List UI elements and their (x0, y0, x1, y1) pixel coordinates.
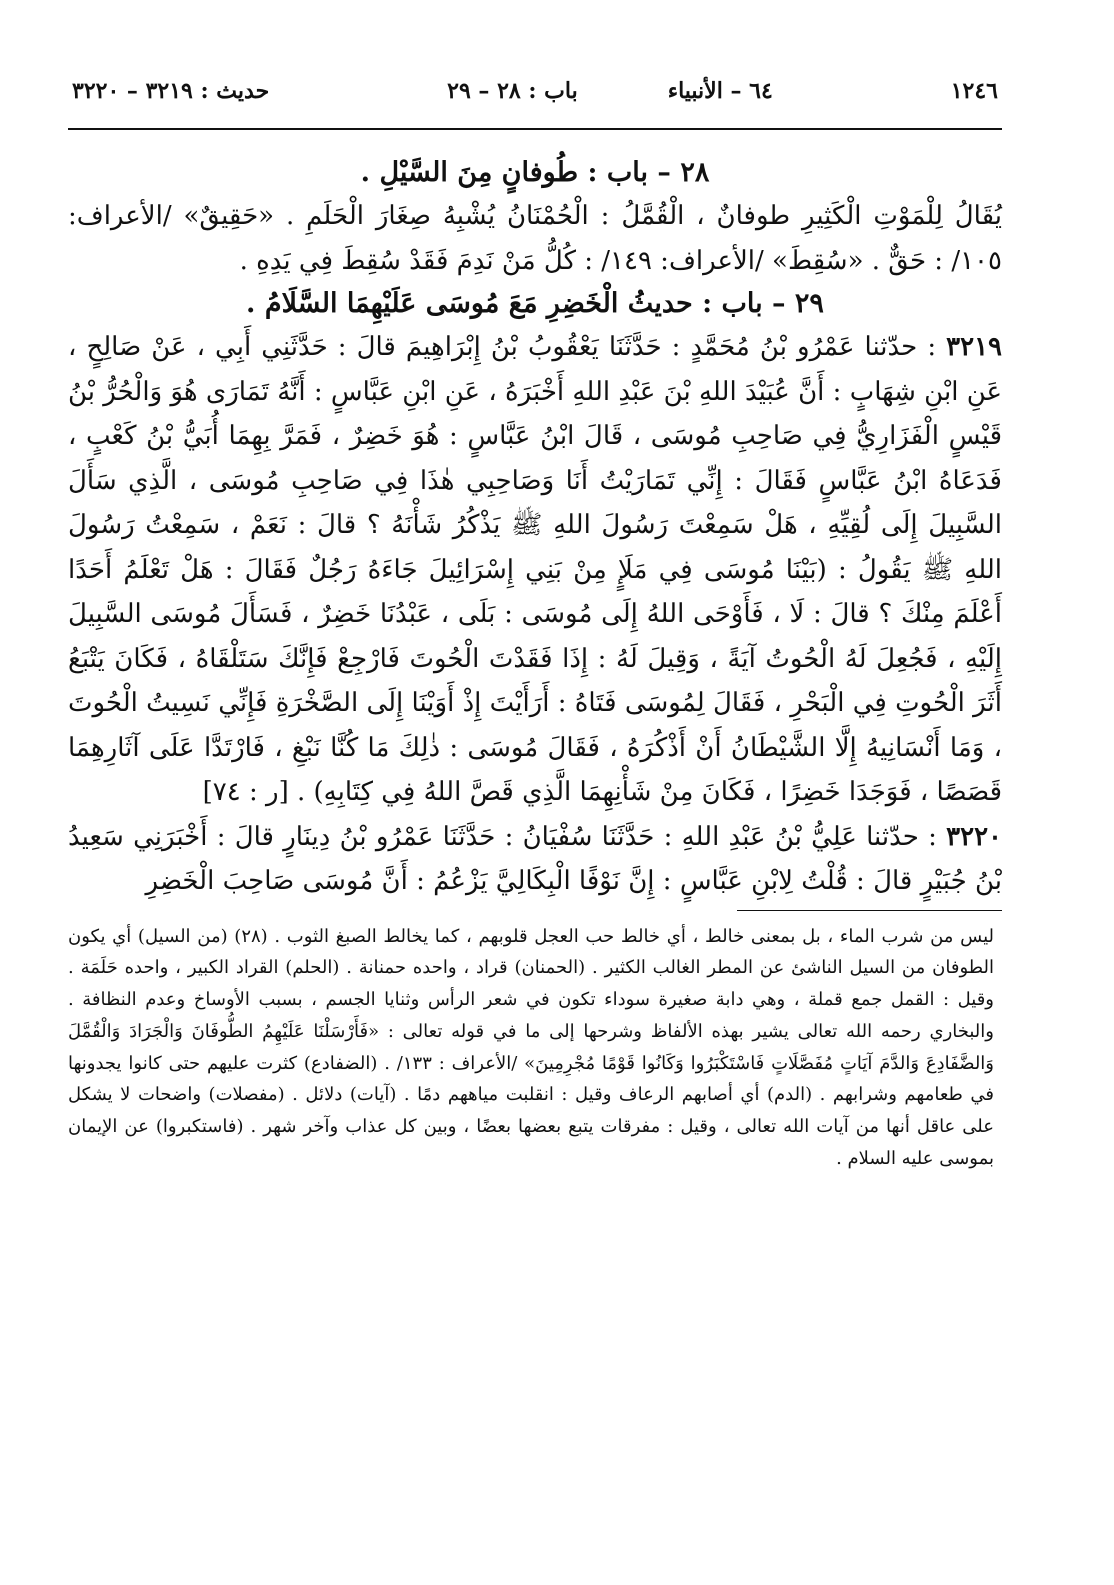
hadith-3219-number: ٣٢١٩ (946, 332, 1003, 362)
book-name: ٦٤ – الأنبياء (667, 78, 773, 104)
hadith-range: حديث : ٣٢١٩ – ٣٢٢٠ (72, 78, 270, 104)
running-head-center (269, 78, 951, 104)
footnotes: ليس من شرب الماء ، بل بمعنى خالط ، أي خالط حب العجل قلوبهم ، كما يخالط الصبغ الثوب . (٢٨) (من السيل) أي يكون الطوفان من السيل الناشئ عن المطر الغالب الكثير . (الحمنان) قراد ، واحده حمنانة . (الحلم) القراد الكبير ، واحده حَلَمَة . وقيل : القمل جمع قملة ، وهي دابة صغيرة سوداء تكون في شعر الرأس وثنايا الجسم ، بسبب الأوساخ وعدم النظافة . والبخاري رحمه الله تعالى يشير بهذه الألفاظ وشرحها إلى ما في قوله تعالى : «فَأَرْسَلْنَا عَلَيْهِمُ الطُّوفَانَ وَالْجَرَادَ وَالْقُمَّلَ وَالضَّفَادِعَ وَالدَّمَ آيَاتٍ مُفَصَّلَاتٍ فَاسْتَكْبَرُوا وَكَانُوا قَوْمًا مُجْرِمِينَ» /الأعراف : ١٣٣/ . (الضفادع) كثرت عليهم حتى كانوا يجدونها في طعامهم وشرابهم . (الدم) أي أصابهم الرعاف وقيل : انقلبت مياههم دمًا . (آيات) دلائل . (مفصلات) واضحات لا يشكل على عاقل أنها من آيات الله تعالى ، وقيل : مفرقات يتبع بعضها بعضًا ، وبين كل عذاب وآخر شهر . (فاستكبروا) عن الإيمان بموسى عليه السلام . (68, 925, 995, 1170)
footnote-divider (737, 910, 1002, 911)
hadith-3219 (68, 325, 1002, 815)
chapter-range: باب : ٢٨ – ٢٩ (447, 78, 578, 104)
chapter-29-title: ٢٩ – باب : حديثُ الْخَضِرِ مَعَ مُوسَى عَلَيْهِمَا السَّلَامُ . (246, 288, 824, 319)
page-number: ١٢٤٦ (950, 78, 998, 104)
chapter-28-text: يُقَالُ لِلْمَوْتِ الْكَثِيرِ طوفانٌ ، الْقُمَّلُ : الْحُمْنَانُ يُشْبِهُ صِغَارَ الْحَلَمِ . «حَقِيقٌ» /الأعراف: ١٠٥/ : حَقٌّ . «سُقِطَ» /الأعراف: ١٤٩/ : كُلُّ مَنْ نَدِمَ فَقَدْ سُقِطَ فِي يَدِهِ . (68, 201, 1002, 276)
book-page (68, 78, 1002, 1545)
running-head (68, 78, 1002, 118)
chapter-28-title: ٢٨ – باب : طُوفانٍ مِنَ السَّيْلِ . (360, 157, 710, 188)
hadith-3220-number: ٣٢٢٠ (946, 821, 1003, 852)
hadith-3219-text: : حدّثنا عَمْرُو بْنُ مُحَمَّدٍ : حَدَّثَنَا يَعْقُوبُ بْنُ إِبْرَاهِيمَ قالَ : حَدَّثَنِي أَبِي ، عَنْ صَالِحٍ ، عَنِ ابْنِ شِهَابٍ : أَنَّ عُبَيْدَ اللهِ بْنَ عَبْدِ اللهِ أَخْبَرَهُ ، عَنِ ابْنِ عَبَّاسٍ : أَنَّهُ تَمَارَى هُوَ وَالْحُرُّ بْنُ قَيْسٍ الْفَزَارِيُّ فِي صَاحِبِ مُوسَى ، قَالَ ابْنُ عَبَّاسٍ : هُوَ خَضِرٌ ، فَمَرَّ بِهِمَا أُبَيُّ بْنُ كَعْبٍ ، فَدَعَاهُ ابْنُ عَبَّاسٍ فَقَالَ : إِنِّي تَمَارَيْتُ أَنَا وَصَاحِبِي هٰذَا فِي صَاحِبِ مُوسَى ، الَّذِي سَأَلَ السَّبِيلَ إِلَى لُقِيِّهِ ، هَلْ سَمِعْتَ رَسُولَ اللهِ ﷺ يَذْكُرُ شَأْنَهُ ؟ قالَ : نَعَمْ ، سَمِعْتُ رَسُولَ اللهِ ﷺ يَقُولُ : (بَيْنَا مُوسَى فِي مَلَإٍ مِنْ بَنِي إِسْرَائِيلَ جَاءَهُ رَجُلٌ فَقَالَ : هَلْ تَعْلَمُ أَحَدًا أَعْلَمَ مِنْكَ ؟ قالَ : لَا ، فَأَوْحَى اللهُ إِلَى مُوسَى : بَلَى ، عَبْدُنَا خَضِرٌ ، فَسَأَلَ مُوسَى السَّبِيلَ إِلَيْهِ ، فَجُعِلَ لَهُ الْحُوتُ آيَةً ، وَقِيلَ لَهُ : إِذَا فَقَدْتَ الْحُوتَ فَارْجِعْ فَإِنَّكَ سَتَلْقَاهُ ، فَكَانَ يَتْبَعُ أَثَرَ الْحُوتِ فِي الْبَحْرِ ، فَقَالَ لِمُوسَى فَتَاهُ : أَرَأَيْتَ إِذْ أَوَيْنَا إِلَى الصَّخْرَةِ فَإِنِّي نَسِيتُ الْحُوتَ ، وَمَا أَنْسَانِيهُ إِلَّا الشَّيْطَانُ أَنْ أَذْكُرَهُ ، فَقَالَ مُوسَى : ذٰلِكَ مَا كُنَّا نَبْغِ ، فَارْتَدَّا عَلَى آثَارِهِمَا قَصَصًا ، فَوَجَدَا خَضِرًا ، فَكَانَ مِنْ شَأْنِهِمَا الَّذِي قَصَّ اللهُ فِي كِتَابِهِ) . [ر : ٧٤] (68, 332, 1002, 807)
hadith-3220 (68, 815, 1002, 904)
header-divider (68, 128, 1002, 130)
hadith-3220-text: : حدّثنا عَلِيُّ بْنُ عَبْدِ اللهِ : حَدَّثَنَا سُفْيَانُ : حَدَّثَنَا عَمْرُو بْنُ دِينَارٍ قالَ : أَخْبَرَنِي سَعِيدُ بْنُ جُبَيْرٍ قالَ : قُلْتُ لِابْنِ عَبَّاسٍ : إِنَّ نَوْفًا الْبِكَالِيَّ يَزْعُمُ : أَنَّ مُوسَى صَاحِبَ الْخَضِرِ (68, 821, 1002, 896)
